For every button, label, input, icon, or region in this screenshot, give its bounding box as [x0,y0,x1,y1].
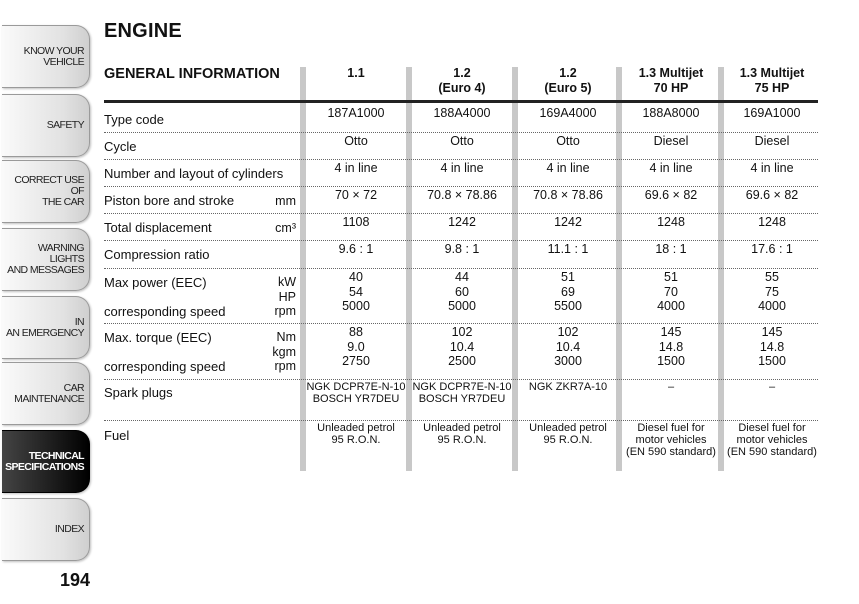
table-cell [518,242,618,257]
cell-value: 70.8 × 78.86 [427,188,497,202]
cell-value: (EN 590 standard) [626,446,716,458]
cell-value: 18 : 1 [655,242,687,256]
cell-value: 102 [557,325,579,339]
cell-value: 4000 [657,299,685,313]
cell-value: Diesel fuel for [738,422,806,434]
cell-value: 70 [664,284,678,299]
cell-value: 4 in line [546,161,590,175]
table-cell [306,188,406,203]
table-cell [518,134,618,149]
tab-car-maintenance[interactable] [2,362,90,425]
table-cell [306,134,406,149]
tab-warning-lights-and-messages[interactable] [2,228,90,291]
table-cell [412,215,512,230]
cell-value: 88 [349,325,363,339]
table-cell [622,242,720,257]
row-divider [104,186,818,187]
column-header-line: 1.2 [559,66,577,80]
cell-value: 1242 [554,215,582,229]
cell-value: 70.8 × 78.86 [533,188,603,202]
row-unit [274,275,296,319]
table-cell [724,270,820,314]
cell-value: 9.0 [347,339,365,354]
tab-safety[interactable] [2,94,90,157]
cell-value: 169A1000 [743,106,801,120]
table-cell [622,325,720,369]
cell-value: 169A4000 [539,106,597,120]
cell-value: Diesel [653,134,689,148]
table-cell [306,215,406,230]
tab-know-your-vehicle[interactable] [2,25,90,88]
cell-value: 145 [660,325,682,339]
cell-value: 145 [761,325,783,339]
tab-label: TECHNICAL SPECIFICATIONS [5,449,84,473]
unit-text: cm³ [275,221,296,235]
tab-in-an-emergency[interactable] [2,296,90,359]
row-unit [272,330,296,374]
table-cell [306,106,406,121]
table-heading: GENERAL INFORMATION [104,66,280,82]
column-header-line: (Euro 4) [438,81,486,95]
table-cell [724,381,820,393]
cell-value: 1248 [657,215,685,229]
cell-value: 1248 [758,215,786,229]
cell-value: 4 in line [334,161,378,175]
row-divider [104,132,818,133]
table-cell [306,381,406,405]
table-cell [622,161,720,176]
cell-value: 40 [349,270,363,284]
row-divider [104,420,818,421]
cell-value: 69.6 × 82 [745,188,799,202]
table-cell [412,188,512,203]
row-unit [275,221,296,236]
cell-value: 1108 [342,215,370,229]
row-sublabel: corresponding speed [104,359,226,374]
row-label: Max. torque (EEC) [104,330,212,345]
cell-value: 10.4 [555,339,581,354]
column-header-line: 1.2 [453,66,471,80]
unit-text: HP [278,289,296,304]
table-cell [622,215,720,230]
table-cell [724,325,820,369]
cell-value: Diesel [754,134,790,148]
column-header-line: 1.3 Multijet [638,66,704,80]
cell-value: Otto [450,134,474,148]
cell-value: 3000 [554,354,582,368]
cell-value: 95 R.O.N. [437,434,487,446]
column-header [518,66,618,100]
table-cell [518,161,618,176]
cell-value: Unleaded petrol [423,422,501,434]
cell-value: 55 [765,270,779,284]
cell-value: BOSCH YR7DEU [418,393,506,405]
row-label: Fuel [104,428,130,443]
row-divider [104,268,818,269]
table-cell [306,270,406,314]
cell-value: Otto [556,134,580,148]
cell-value: 10.4 [449,339,475,354]
cell-value: 51 [561,270,575,284]
cell-value: Otto [344,134,368,148]
cell-value: 2750 [342,354,370,368]
column-header [412,66,512,100]
table-cell [412,106,512,121]
table-cell [622,422,720,458]
cell-value: 1242 [448,215,476,229]
column-header-line: 1.1 [347,66,365,80]
column-header [306,66,406,100]
column-header-line: 70 HP [653,81,689,95]
tab-label: INDEX [54,523,84,535]
cell-value: 60 [455,284,469,299]
row-label: Piston bore and stroke [104,193,235,208]
cell-value: 188A8000 [642,106,700,120]
table-cell [412,422,512,446]
table-cell [306,325,406,369]
table-cell [724,215,820,230]
unit-text: rpm [274,359,296,373]
tab-label: CORRECT USE OF THE CAR [14,174,84,208]
cell-value: 51 [664,270,678,284]
row-label: Spark plugs [104,385,173,400]
table-cell [622,106,720,121]
row-divider [104,240,818,241]
row-label: Number and layout of cylinders [104,166,284,181]
table-cell [412,270,512,314]
cell-value: 9.8 : 1 [444,242,480,256]
cell-value: 44 [455,270,469,284]
table-cell [724,188,820,203]
column-header [724,66,820,100]
tab-technical-specifications[interactable] [2,430,90,493]
unit-text: rpm [274,304,296,318]
cell-value: 4 in line [649,161,693,175]
cell-value: 14.8 [759,339,785,354]
column-header-line: 75 HP [754,81,790,95]
cell-value: motor vehicles [736,434,808,446]
tab-label: KNOW YOUR VEHICLE [23,44,84,68]
table-cell [622,381,720,393]
table-cell [518,381,618,393]
cell-value: motor vehicles [635,434,707,446]
table-cell [724,242,820,257]
table-cell [412,161,512,176]
cell-value: NGK DCPR7E-N-10 [306,381,406,393]
section-title: ENGINE [104,20,182,42]
column-separator [300,67,306,471]
table-cell [518,188,618,203]
cell-value: 54 [349,284,363,299]
cell-value: 5000 [448,299,476,313]
cell-value: 11.1 : 1 [547,242,589,256]
cell-value: BOSCH YR7DEU [312,393,400,405]
cell-value: 1500 [657,354,685,368]
column-header-line: (Euro 5) [544,81,592,95]
row-label: Total displacement [104,220,212,235]
header-rule [104,100,818,103]
cell-value: 75 [765,284,779,299]
table-cell [724,134,820,149]
table-cell [306,422,406,446]
unit-text: kW [277,275,296,289]
cell-value: 70 × 72 [334,188,378,202]
table-cell [306,161,406,176]
cell-value: 5500 [554,299,582,313]
row-label: Type code [104,112,164,127]
table-cell [622,134,720,149]
table-cell [518,270,618,314]
cell-value: 4000 [758,299,786,313]
table-cell [724,106,820,121]
table-cell [412,381,512,405]
column-separator [718,67,724,471]
tab-index[interactable] [2,498,90,561]
cell-value: 69.6 × 82 [644,188,698,202]
unit-text: kgm [272,344,296,359]
table-cell [518,325,618,369]
cell-value: Diesel fuel for [637,422,705,434]
table-cell [622,188,720,203]
cell-value: (EN 590 standard) [727,446,817,458]
cell-value: Unleaded petrol [529,422,607,434]
row-label: Cycle [104,139,137,154]
cell-value: 95 R.O.N. [331,434,381,446]
cell-value: 4 in line [440,161,484,175]
cell-value: 188A4000 [433,106,491,120]
row-label: Max power (EEC) [104,275,207,290]
table-cell [518,106,618,121]
cell-value: 102 [451,325,473,339]
table-cell [412,242,512,257]
table-cell [306,242,406,257]
tab-label: CAR MAINTENANCE [14,381,84,405]
row-sublabel: corresponding speed [104,304,226,319]
row-divider [104,323,818,324]
page-number: 194 [60,570,91,590]
table-cell [518,422,618,446]
table-cell [724,422,820,458]
cell-value: 2500 [448,354,476,368]
row-divider [104,379,818,380]
cell-value: 95 R.O.N. [543,434,593,446]
cell-value: – [667,381,675,393]
cell-value: 5000 [342,299,370,313]
row-divider [104,213,818,214]
table-cell [412,325,512,369]
cell-value: NGK ZKR7A-10 [528,381,608,393]
unit-text: mm [275,194,296,208]
table-cell [724,161,820,176]
cell-value: NGK DCPR7E-N-10 [412,381,512,393]
column-separator [406,67,412,471]
cell-value: 9.6 : 1 [338,242,374,256]
tab-label: IN AN EMERGENCY [6,315,84,339]
unit-text: Nm [276,330,296,344]
table-cell [622,270,720,314]
tab-label: SAFETY [46,119,84,131]
cell-value: 4 in line [750,161,794,175]
cell-value: – [768,381,776,393]
cell-value: 1500 [758,354,786,368]
column-separator [616,67,622,471]
row-unit [275,194,296,209]
tab-correct-use-of-the-car[interactable] [2,160,90,223]
cell-value: 14.8 [658,339,684,354]
column-separator [512,67,518,471]
cell-value: 17.6 : 1 [751,242,793,256]
row-divider [104,159,818,160]
cell-value: 69 [561,284,575,299]
tab-label: WARNING LIGHTS AND MESSAGES [7,242,84,276]
column-header-line: 1.3 Multijet [739,66,805,80]
column-header [622,66,720,100]
cell-value: Unleaded petrol [317,422,395,434]
table-cell [412,134,512,149]
table-cell [518,215,618,230]
cell-value: 187A1000 [327,106,385,120]
row-label: Compression ratio [104,247,210,262]
